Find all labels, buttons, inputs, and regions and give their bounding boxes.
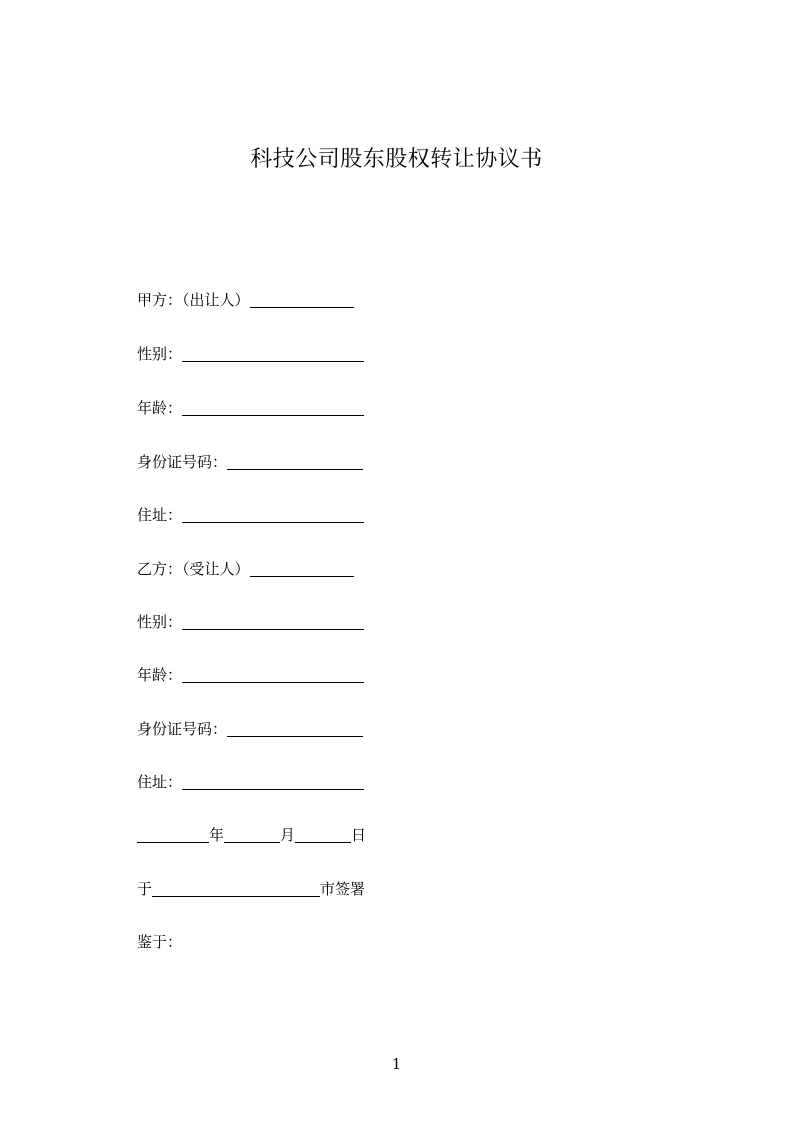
party-b-gender-blank[interactable] — [182, 615, 364, 630]
party-a-address-blank[interactable] — [182, 508, 364, 523]
party-a-name-blank[interactable] — [250, 293, 354, 308]
signing-place-row — [137, 880, 365, 898]
page-number: 1 — [391, 1055, 402, 1073]
party-b-name-blank[interactable] — [250, 562, 354, 577]
party-b-age-blank[interactable] — [182, 668, 364, 683]
party-a-gender-row — [137, 345, 364, 363]
signing-city-blank[interactable] — [152, 882, 320, 897]
party-b-gender-label: 性别： — [137, 613, 183, 631]
year-blank[interactable] — [137, 828, 209, 843]
party-b-gender-row — [137, 613, 364, 631]
party-a-id-label: 身份证号码： — [137, 453, 228, 471]
party-a-age-label: 年龄： — [137, 399, 183, 417]
party-a-address-row — [137, 506, 364, 524]
party-a-heading-row — [137, 291, 354, 309]
party-b-address-row — [137, 773, 364, 791]
day-label: 日 — [351, 826, 367, 844]
day-blank[interactable] — [295, 828, 351, 843]
party-b-heading: 乙方：（受让人） — [137, 560, 250, 578]
party-b-age-label: 年龄： — [137, 666, 183, 684]
party-a-id-blank[interactable] — [227, 455, 363, 470]
party-a-heading: 甲方：（出让人） — [137, 291, 250, 309]
signing-place-prefix: 于 — [137, 880, 153, 898]
party-a-gender-blank[interactable] — [182, 347, 364, 362]
party-b-address-label: 住址： — [137, 773, 183, 791]
document-title: 科技公司股东股权转让协议书 — [250, 147, 543, 172]
party-a-age-blank[interactable] — [182, 401, 364, 416]
party-b-heading-row — [137, 560, 354, 578]
whereas-label: 鉴于： — [137, 933, 183, 951]
party-b-address-blank[interactable] — [182, 775, 364, 790]
party-b-id-label: 身份证号码： — [137, 720, 228, 738]
month-label: 月 — [280, 826, 296, 844]
whereas-row — [137, 933, 182, 951]
date-row — [137, 826, 366, 844]
party-a-gender-label: 性别： — [137, 345, 183, 363]
party-b-id-row — [137, 720, 363, 738]
month-blank[interactable] — [224, 828, 280, 843]
party-b-id-blank[interactable] — [227, 722, 363, 737]
signing-place-suffix: 市签署 — [320, 880, 366, 898]
party-a-address-label: 住址： — [137, 506, 183, 524]
year-label: 年 — [209, 826, 225, 844]
party-a-id-row — [137, 453, 363, 471]
party-b-age-row — [137, 666, 364, 684]
party-a-age-row — [137, 399, 364, 417]
